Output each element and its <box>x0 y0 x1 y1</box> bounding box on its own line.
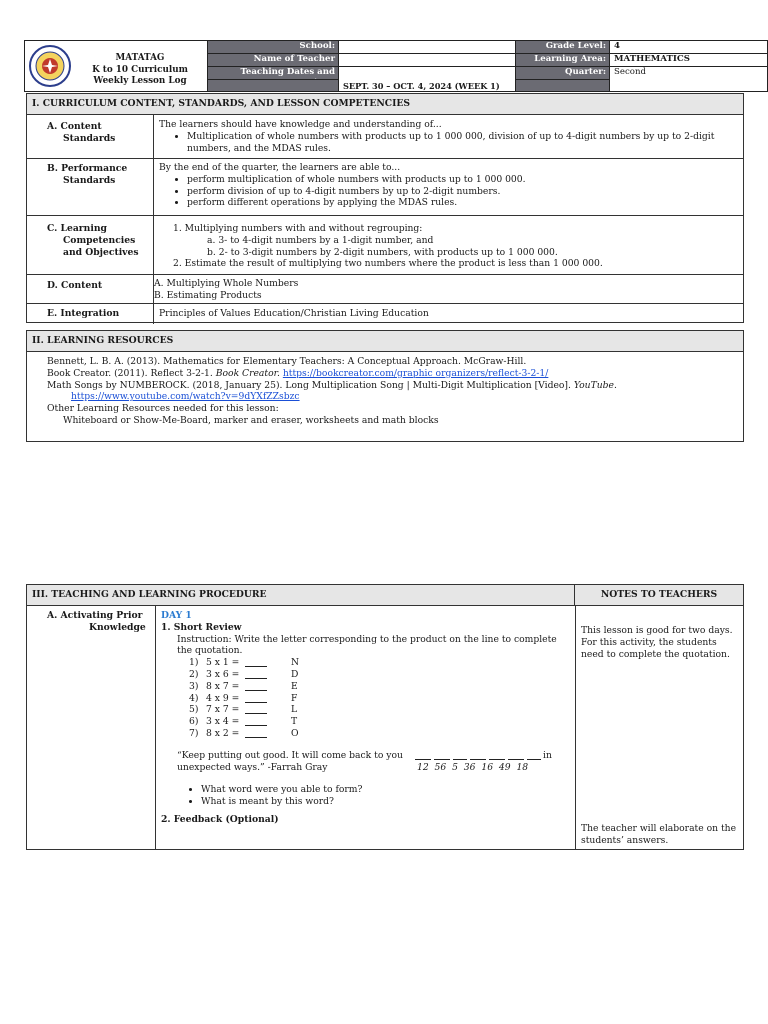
review-item <box>189 704 571 716</box>
school-label: School: <box>207 40 339 54</box>
item-letter: N <box>291 657 300 669</box>
competencies-row <box>27 215 743 275</box>
content-row <box>27 274 743 304</box>
competencies-label-3: and Objectives <box>63 246 139 258</box>
item-number: 2) <box>189 668 199 680</box>
reference-2-italic: Book Creator. <box>215 367 280 379</box>
activating-content <box>161 610 571 826</box>
item-number: 7) <box>189 727 199 739</box>
reference-3 <box>47 380 742 392</box>
performance-bullet-2: • perform division of up to 4-digit numbers by up to 2-digit numbers. <box>187 186 738 198</box>
notes-title: NOTES TO TEACHERS <box>575 585 743 606</box>
competency-1a: a. 3- to 4-digit numbers by a 1-digit number, and <box>207 234 434 246</box>
dates-value: SEPT. 30 – OCT. 4, 2024 (WEEK 1) <box>338 66 516 92</box>
quote-number: 12 <box>417 761 429 773</box>
performance-standards-label-1: B. Performance <box>47 163 128 174</box>
answer-blank[interactable] <box>245 728 267 738</box>
item-letter: L <box>291 704 298 716</box>
header-spacer-2 <box>515 79 610 92</box>
header-title-line-1: MATATAG <box>115 53 165 63</box>
performance-standards-intro: By the end of the quarter, the learners are able to... <box>159 162 401 173</box>
reference-3-text: Math Songs by NUMBEROCK. (2018, January 25). Long Multiplication Song | Multi-Digit Multiplication [Video]. <box>47 379 571 391</box>
content-standards-row <box>27 115 743 158</box>
performance-bullet-1: • perform multiplication of whole numbers with products up to 1 000 000. <box>187 174 738 186</box>
quote-number: 18 <box>516 761 529 773</box>
review-item <box>189 693 571 705</box>
item-letter: F <box>291 692 298 704</box>
quote-number: 5 <box>452 761 458 773</box>
competency-1: 1. Multiplying numbers with and without regrouping: <box>173 223 423 234</box>
feedback-heading: 2. Feedback (Optional) <box>161 814 279 826</box>
quote-numbers <box>417 762 528 774</box>
item-letter: E <box>291 680 298 692</box>
content-standards-bullet: • Multiplication of whole numbers with products up to 1 000 000, division of up to 4-digit numbers by up to 2-digit numbers, and the MDAS rules. <box>187 131 738 155</box>
answer-blank[interactable] <box>245 657 267 667</box>
question-2: • What is meant by this word? <box>201 796 571 808</box>
header-title-line-3: Weekly Lesson Log <box>93 76 187 86</box>
competencies-label-1: C. Learning <box>47 223 107 234</box>
header-table <box>24 40 768 92</box>
area-label: Learning Area: <box>515 53 610 67</box>
procedure-section <box>26 584 744 850</box>
item-number: 6) <box>189 716 199 728</box>
deped-seal-icon <box>29 45 71 87</box>
grade-label: Grade Level: <box>515 40 610 54</box>
item-number: 5) <box>189 704 199 716</box>
header-title-line-2: K to 10 Curriculum <box>92 64 188 75</box>
review-item <box>189 716 571 728</box>
teacher-label: Name of Teacher <box>207 53 339 67</box>
integration-label: E. Integration <box>27 304 154 324</box>
content-label: D. Content <box>27 275 154 304</box>
item-expression: 4 x 9 = <box>206 692 240 704</box>
content-line-2: B. Estimating Products <box>154 289 262 301</box>
grade-value: 4 <box>609 40 768 54</box>
review-item <box>189 657 571 669</box>
item-letter: D <box>291 668 299 680</box>
quote-number: 36 <box>463 761 476 773</box>
header-spacer <box>207 79 339 92</box>
quote-number: 49 <box>498 761 511 773</box>
activating-label-1: A. Activating Prior <box>47 610 143 621</box>
review-item <box>189 669 571 681</box>
answer-blank[interactable] <box>245 669 267 679</box>
performance-bullet-3: • perform different operations by applying the MDAS rules. <box>187 197 738 209</box>
quote-start: “Keep putting out good. It will come back to you <box>177 749 403 761</box>
dates-label: Teaching Dates and <box>207 66 339 80</box>
content-standards-intro: The learners should have knowledge and understanding of... <box>159 119 442 130</box>
review-item <box>189 728 571 740</box>
item-letter: O <box>291 727 299 739</box>
quote-end: in <box>543 749 552 761</box>
competency-2: 2. Estimate the result of multiplying two numbers where the product is less than 1 000 000. <box>173 258 603 270</box>
answer-blank[interactable] <box>245 716 267 726</box>
answer-blank[interactable] <box>245 704 267 714</box>
reference-3-italic: YouTube. <box>573 379 617 391</box>
performance-standards-label-2: Standards <box>63 174 116 186</box>
content-standards-label-1: A. Content <box>47 121 102 132</box>
reference-2 <box>47 368 742 380</box>
item-expression: 7 x 7 = <box>206 704 240 716</box>
section-2-title: II. LEARNING RESOURCES <box>27 331 743 352</box>
quote-number: 16 <box>481 761 494 773</box>
content-line-1: A. Multiplying Whole Numbers <box>154 278 299 289</box>
logo-title-cell <box>24 40 208 92</box>
quote-line-2: unexpected ways.” -Farrah Gray <box>177 761 328 773</box>
content-standards-label-2: Standards <box>63 132 116 144</box>
item-number: 4) <box>189 692 199 704</box>
quotation <box>161 750 571 778</box>
other-resources-text: Whiteboard or Show-Me-Board, marker and eraser, worksheets and math blocks <box>63 414 439 426</box>
quarter-value: Second <box>609 66 768 92</box>
item-expression: 8 x 7 = <box>206 680 240 692</box>
section-1-title: I. CURRICULUM CONTENT, STANDARDS, AND LESSON COMPETENCIES <box>27 94 743 115</box>
activating-label-2: Knowledge <box>89 621 146 633</box>
resources-section <box>26 330 744 442</box>
review-items <box>161 657 571 740</box>
item-expression: 3 x 6 = <box>206 668 240 680</box>
activating-label <box>27 605 156 849</box>
integration-text: Principles of Values Education/Christian Living Education <box>159 308 429 319</box>
item-expression: 5 x 1 = <box>206 657 240 669</box>
note-1: This lesson is good for two days. For this activity, the students need to complete the quotation. <box>581 625 733 660</box>
teacher-value <box>338 53 516 67</box>
review-item <box>189 681 571 693</box>
item-number: 3) <box>189 680 199 692</box>
answer-blank[interactable] <box>245 693 267 703</box>
youtube-link[interactable]: https://www.youtube.com/watch?v=9dYXfZZsbzc <box>71 391 300 403</box>
area-value: MATHEMATICS <box>609 53 768 67</box>
item-number: 1) <box>189 657 199 669</box>
reference-2-text: Book Creator. (2011). Reflect 3-2-1. <box>47 367 213 379</box>
competencies-label-2: Competencies <box>63 234 136 246</box>
performance-standards-row <box>27 158 743 216</box>
instruction-text: Instruction: Write the letter corresponding to the product on the line to complete the quotation. <box>177 633 557 657</box>
integration-row <box>27 303 743 324</box>
quote-number: 56 <box>434 761 447 773</box>
day-label: DAY 1 <box>161 610 192 621</box>
note-2: The teacher will elaborate on the students’ answers. <box>581 823 737 846</box>
bookcreator-link[interactable]: https://bookcreator.com/graphic organizers/reflect-3-2-1/ <box>282 367 549 379</box>
competency-1b: b. 2- to 3-digit numbers by 2-digit numbers, with products up to 1 000 000. <box>207 246 558 258</box>
other-resources-label: Other Learning Resources needed for this lesson: <box>47 403 279 415</box>
school-value <box>338 40 516 54</box>
question-1: • What word were you able to form? <box>201 784 571 796</box>
reference-1: Bennett, L. B. A. (2013). Mathematics for Elementary Teachers: A Conceptual Approach. McGraw-Hill. <box>47 356 527 367</box>
item-expression: 3 x 4 = <box>206 716 240 728</box>
item-expression: 8 x 2 = <box>206 727 240 739</box>
short-review-heading: 1. Short Review <box>161 621 242 633</box>
quarter-label: Quarter: <box>515 66 610 80</box>
section-3-title: III. TEACHING AND LEARNING PROCEDURE <box>27 585 575 606</box>
answer-blank[interactable] <box>245 681 267 691</box>
curriculum-section <box>26 93 744 323</box>
item-letter: T <box>291 716 298 728</box>
